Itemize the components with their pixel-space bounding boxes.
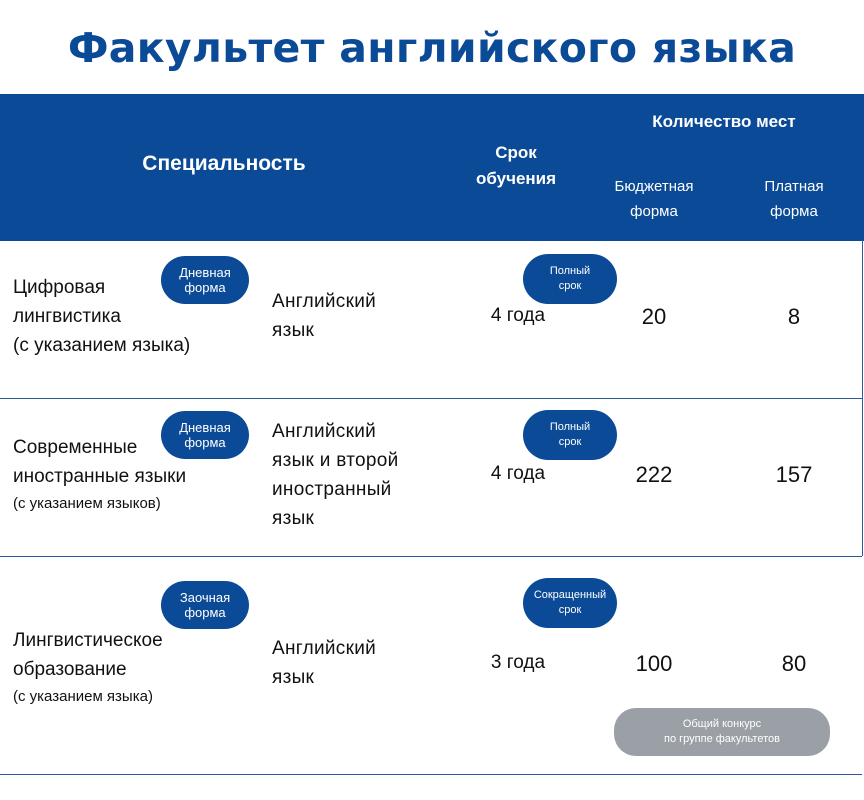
row-divider bbox=[0, 398, 862, 399]
language: Английский язык и второй иностранный язык bbox=[272, 421, 399, 529]
header-term bbox=[462, 140, 570, 192]
study-form-badge: Заочная форма bbox=[161, 581, 249, 629]
specialty-name: Цифровая лингвистика (с указанием языка) bbox=[13, 277, 191, 356]
table-right-border bbox=[862, 240, 863, 556]
row-divider bbox=[0, 556, 862, 557]
study-term-badge: Сокращенный срок bbox=[523, 578, 617, 628]
header-budget-line1: Бюджетная bbox=[614, 178, 694, 195]
study-form-badge: Дневная форма bbox=[161, 256, 249, 304]
duration: 4 года bbox=[490, 305, 546, 326]
budget-places: 20 bbox=[641, 304, 667, 329]
header-paid-line2: форма bbox=[770, 203, 818, 220]
header-term-line1: Срок bbox=[495, 143, 537, 162]
study-term-badge: Полный срок bbox=[523, 254, 617, 304]
row-divider bbox=[0, 774, 862, 775]
header-paid bbox=[740, 174, 848, 224]
page-title: Факультет английского языка bbox=[67, 24, 797, 72]
header-budget bbox=[598, 174, 710, 224]
language: Английский язык bbox=[272, 291, 377, 341]
paid-places: 157 bbox=[775, 462, 813, 487]
language: Английский язык bbox=[272, 638, 377, 688]
paid-places: 80 bbox=[781, 651, 807, 676]
duration: 4 года bbox=[490, 463, 546, 484]
budget-places: 100 bbox=[635, 651, 673, 676]
header-term-line2: обучения bbox=[475, 169, 557, 188]
specialty-name: Лингвистическое образование (с указанием языка) bbox=[13, 630, 163, 705]
header-budget-line2: форма bbox=[630, 203, 678, 220]
study-form-badge: Дневная форма bbox=[161, 411, 249, 459]
duration: 3 года bbox=[490, 652, 546, 673]
general-competition-badge: Общий конкурс по группе факультетов bbox=[614, 708, 830, 756]
study-term-badge: Полный срок bbox=[523, 410, 617, 460]
header-specialty: Специальность bbox=[142, 152, 306, 175]
budget-places: 222 bbox=[635, 462, 673, 487]
header-paid-line1: Платная bbox=[764, 178, 824, 195]
specialty-name: Современные иностранные языки (с указанием языков) bbox=[13, 437, 187, 512]
paid-places: 8 bbox=[787, 304, 801, 329]
header-places: Количество мест bbox=[652, 112, 796, 131]
